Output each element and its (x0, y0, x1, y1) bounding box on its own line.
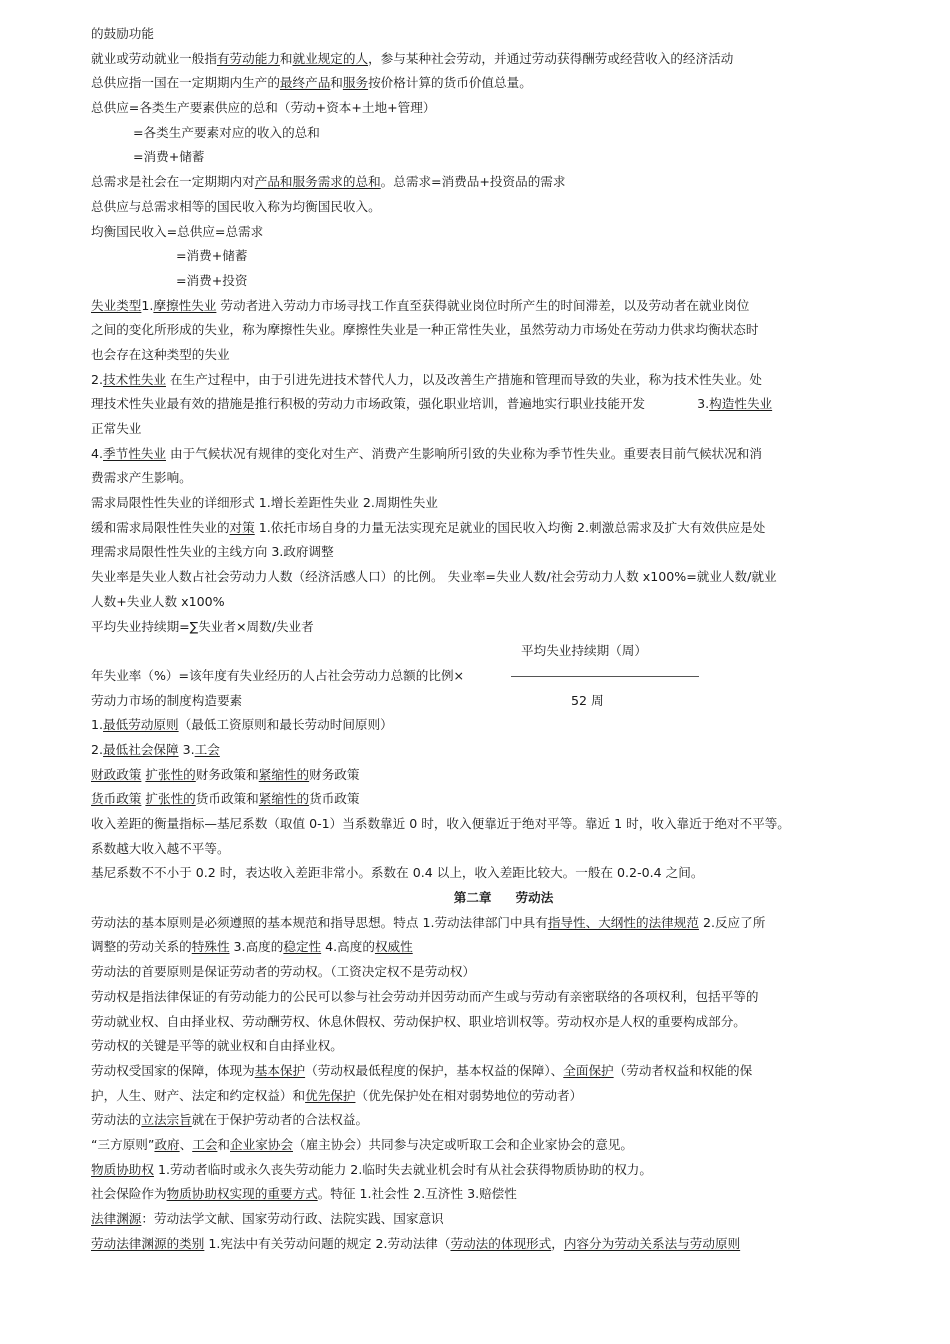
text-segment: 和 (279, 50, 293, 66)
chapter-heading (91, 886, 876, 911)
text-segment: 劳动法的基本原则是必须遵照的基本规范和指导思想。特点 1.劳动法律部门中具有 (91, 914, 548, 930)
underlined-term: 货币政策 (91, 791, 142, 807)
text-line (91, 392, 876, 417)
text-line (91, 763, 876, 788)
underlined-term: 技术性失业 (103, 371, 166, 387)
text-line (91, 1182, 876, 1207)
underlined-term: 摩擦性失业 (153, 297, 217, 313)
text-segment: 劳动权是指法律保证的有劳动能力的公民可以参与社会劳动并因劳动而产生或与劳动有亲密联络的各项权利，包括平等的 (91, 988, 759, 1004)
text-segment: 1.劳动者临时或永久丧失劳动能力 2.临时失去就业机会时有从社会获得物质协助的权力。 (153, 1161, 652, 1177)
underlined-term: 特殊性 (191, 939, 230, 955)
text-line (91, 47, 876, 72)
text-segment: 2. (91, 371, 104, 387)
text-line (91, 1059, 876, 1084)
text-line (91, 713, 876, 738)
text-segment: 理需求局限性性失业的主线方向 3.政府调整 (91, 544, 334, 560)
text-line (91, 812, 876, 837)
text-line (91, 935, 876, 960)
text-segment: 系数越大收入越不平等。 (91, 840, 230, 856)
underlined-term: 扩张性的 (145, 791, 196, 807)
text-segment: 均衡国民收入=总供应=总需求 (91, 223, 264, 239)
underlined-term: 物质协助权 (91, 1161, 154, 1177)
text-segment: 、 (179, 1136, 193, 1152)
text-line (91, 220, 876, 245)
text-line (91, 565, 876, 590)
text-line (91, 491, 876, 516)
text-segment: 人数+失业人数 x100% (91, 593, 225, 609)
text-line (91, 466, 876, 491)
text-segment: 2.反应了所 (698, 914, 766, 930)
underlined-term: 工会 (192, 1136, 218, 1152)
text-line (91, 170, 876, 195)
text-segment: 。特征 1.社会性 2.互济性 3.赔偿性 (317, 1186, 517, 1202)
chapter-title: 劳动法 (515, 890, 554, 906)
text-line (91, 22, 876, 47)
text-segment: （最低工资原则和最长劳动时间原则） (178, 717, 393, 733)
underlined-term: 优先保护 (305, 1087, 356, 1103)
text-segment: 劳动者进入劳动力市场寻找工作直至获得就业岗位时所产生的时间滞差，以及劳动者在就业岗位 (216, 297, 750, 313)
underlined-term: 扩张性的 (145, 766, 196, 782)
text-segment: “三方原则” (91, 1136, 155, 1152)
text-segment: 。总需求=消费品+投资品的需求 (380, 174, 566, 190)
text-segment: ，参与某种社会劳动，并通过劳动获得酬劳或经营收入的经济活动 (368, 50, 734, 66)
underlined-term: 内容分为劳动关系法与劳动原则 (563, 1235, 741, 1251)
text-line (91, 343, 876, 368)
text-line (91, 960, 876, 985)
text-segment: 劳动力市场的制度构造要素 (91, 692, 243, 708)
text-segment: =消费+储蓄 (133, 149, 205, 165)
text-segment: 1. (141, 297, 154, 313)
underlined-term: 季节性失业 (103, 445, 166, 461)
text-line (91, 145, 876, 170)
text-segment: 费需求产生影响。 (91, 470, 192, 486)
text-segment: 劳动法的首要原则是保证劳动者的劳动权。（工资决定权不是劳动权） (91, 964, 476, 980)
text-line (91, 689, 876, 714)
underlined-term: 企业家协会 (230, 1136, 293, 1152)
fraction-bar (511, 676, 699, 677)
text-line (91, 664, 876, 689)
text-segment: 也会存在这种类型的失业 (91, 346, 230, 362)
underlined-term: 政府 (154, 1136, 180, 1152)
text-segment: 就在于保护劳动者的合法权益。 (191, 1112, 369, 1128)
underlined-term: 稳定性 (283, 939, 322, 955)
text-segment: 总供应=各类生产要素供应的总和（劳动+资本+土地+管理） (91, 100, 436, 116)
text-segment: 按价格计算的货币价值总量。 (368, 75, 532, 91)
underlined-term: 有劳动能力 (216, 50, 280, 66)
text-line (91, 121, 876, 146)
text-segment: 总供应指一国在一定期期内生产的 (91, 75, 280, 91)
underlined-term: 产品和服务需求的总和 (254, 174, 381, 190)
text-segment: 社会保险作为 (91, 1186, 167, 1202)
underlined-term: 劳动法的体现形式 (450, 1235, 552, 1251)
text-segment: 在生产过程中，由于引进先进技术替代人力，以及改善生产措施和管理而导致的失业，称为技术性失业。处 (166, 371, 762, 387)
underlined-term: 财政政策 (91, 766, 142, 782)
underlined-term: 指导性、大纲性的法律规范 (547, 914, 699, 930)
text-line (91, 837, 876, 862)
text-line (91, 1207, 876, 1232)
text-segment: =消费+投资 (176, 272, 248, 288)
text-segment: 劳动权受国家的保障，体现为 (91, 1062, 255, 1078)
underlined-term: 全面保护 (563, 1062, 614, 1078)
text-segment: 需求局限性性失业的详细形式 1.增长差距性失业 2.周期性失业 (91, 495, 438, 511)
text-segment: 正常失业 (91, 421, 142, 436)
text-line (91, 1084, 876, 1109)
text-segment: 缓和需求局限性性失业的 (91, 519, 230, 535)
text-segment: 和 (330, 75, 343, 91)
text-segment: 护，人生、财产、法定和约定权益）和 (91, 1087, 306, 1103)
text-line (91, 590, 876, 615)
text-segment: 总需求是社会在一定期期内对 (91, 174, 255, 190)
chapter-number: 第二章 (453, 890, 492, 906)
text-line (91, 1034, 876, 1059)
text-segment: 理技术性失业最有效的措施是推行积极的劳动力市场政策，强化职业培训，普遍地实行职业技能开发 (91, 396, 646, 412)
text-segment: 劳动权的关键是平等的就业权和自由择业权。 (91, 1038, 343, 1054)
text-segment: 货币政策和 (195, 791, 259, 807)
text-line (91, 96, 876, 121)
underlined-term: 对策 (229, 519, 255, 535)
text-line (91, 861, 876, 886)
underlined-term: 紧缩性的 (258, 766, 310, 782)
text-segment: 财务政策和 (195, 766, 259, 782)
text-line (91, 615, 876, 640)
fraction-denominator: 52 周 (571, 692, 604, 708)
text-segment: 劳动就业权、自由择业权、劳动酬劳权、休息休假权、劳动保护权、职业培训权等。劳动权亦是人权的重要构成部分。 (91, 1013, 746, 1029)
text-segment: 货币政策 (309, 791, 360, 807)
text-line (91, 318, 876, 343)
text-segment: 收入差距的衡量指标—基尼系数（取值 0-1）当系数靠近 0 时，收入便靠近于绝对平等。靠近 1 时，收入靠近于绝对不平等。 (91, 816, 790, 831)
text-segment: ， (551, 1235, 564, 1251)
underlined-term: 劳动法律渊源的类别 (91, 1235, 205, 1251)
text-segment: 年失业率（%）=该年度有失业经历的人占社会劳动力总额的比例× (91, 667, 465, 683)
text-segment: （优先保护处在相对弱势地位的劳动者） (355, 1087, 583, 1103)
text-segment: 由于气候状况有规律的变化对生产、消费产生影响所引致的失业称为季节性失业。重要表目前气候状况和消 (166, 445, 762, 461)
text-segment: 总供应与总需求相等的国民收入称为均衡国民收入。 (91, 198, 381, 214)
text-line (91, 1158, 876, 1183)
text-segment: 就业或劳动就业一般指 (91, 50, 217, 66)
text-line (91, 985, 876, 1010)
fraction-numerator: 平均失业持续期（周） (521, 643, 647, 659)
text-segment: 4.高度的 (321, 939, 375, 955)
text-segment: 1.宪法中有关劳动问题的规定 2.劳动法律（ (204, 1235, 451, 1251)
text-line (91, 244, 876, 269)
underlined-term: 物质协助权实现的重要方式 (166, 1186, 318, 1202)
text-line (91, 1108, 876, 1133)
text-line (91, 911, 876, 936)
underlined-term: 构造性失业 (709, 396, 773, 412)
document-body (91, 22, 876, 1256)
text-line (91, 516, 876, 541)
text-line (91, 540, 876, 565)
text-line (91, 368, 876, 393)
text-line (91, 195, 876, 220)
text-line (91, 442, 876, 467)
text-segment: 3. (178, 741, 195, 757)
underlined-term: 最终产品 (279, 75, 331, 91)
text-segment: 的鼓励功能 (91, 26, 154, 41)
text-segment: 失业率是失业人数占社会劳动力人数（经济活感人口）的比例。 失业率=失业人数/社会劳动力人数 x100%=就业人数/就业 (91, 569, 777, 585)
text-line (91, 639, 876, 664)
text-segment: 调整的劳动关系的 (91, 939, 192, 955)
text-line (91, 294, 876, 319)
text-segment: 财务政策 (309, 766, 360, 782)
text-segment: 和 (217, 1136, 230, 1152)
text-segment: 之间的变化所形成的失业，称为摩擦性失业。摩擦性失业是一种正常性失业，虽然劳动力市场处在劳动力供求均衡状态时 (91, 322, 759, 338)
underlined-term: 权威性 (374, 939, 413, 955)
text-segment: 平均失业持续期=∑失业者×周数/失业者 (91, 618, 314, 634)
underlined-term: 失业类型 (91, 297, 142, 313)
text-segment: （雇主协会）共同参与决定或听取工会和企业家协会的意见。 (292, 1136, 633, 1152)
text-segment: ：劳动法学文献、国家劳动行政、法院实践、国家意识 (141, 1211, 444, 1226)
underlined-term: 就业规定的人 (292, 50, 369, 66)
text-segment: 劳动法的 (91, 1112, 142, 1128)
underlined-term: 紧缩性的 (258, 791, 310, 807)
text-segment: 4. (91, 445, 104, 461)
text-segment: =各类生产要素对应的收入的总和 (133, 124, 320, 140)
text-segment: 3. (697, 396, 710, 412)
underlined-term: 最低劳动原则 (103, 717, 179, 733)
text-line (91, 1133, 876, 1158)
text-line (91, 269, 876, 294)
text-segment: 2. (91, 741, 104, 757)
underlined-term: 最低社会保障 (103, 741, 179, 757)
text-segment: 1.依托市场自身的力量无法实现充足就业的国民收入均衡 2.刺激总需求及扩大有效供应是处 (254, 519, 766, 535)
underlined-term: 立法宗旨 (141, 1112, 192, 1128)
text-segment: （劳动权最低程度的保护，基本权益的保障）、 (305, 1062, 564, 1078)
text-line (91, 71, 876, 96)
text-line (91, 738, 876, 763)
underlined-term: 法律渊源 (91, 1211, 142, 1226)
text-segment: 3.高度的 (229, 939, 284, 955)
text-line (91, 1232, 876, 1257)
text-line (91, 417, 876, 442)
text-segment: 1. (91, 717, 104, 733)
text-segment: 基尼系数不不小于 0.2 时，表达收入差距非常小。系数在 0.4 以上，收入差距比较大。一般在 0.2-0.4 之间。 (91, 865, 704, 881)
text-segment: （劳动者权益和权能的保 (613, 1062, 753, 1078)
underlined-term: 服务 (342, 75, 369, 91)
text-segment: =消费+储蓄 (176, 248, 248, 264)
underlined-term: 基本保护 (254, 1062, 306, 1078)
text-line (91, 1010, 876, 1035)
document-page (91, 22, 876, 1256)
text-line (91, 787, 876, 812)
underlined-term: 工会 (194, 741, 220, 757)
